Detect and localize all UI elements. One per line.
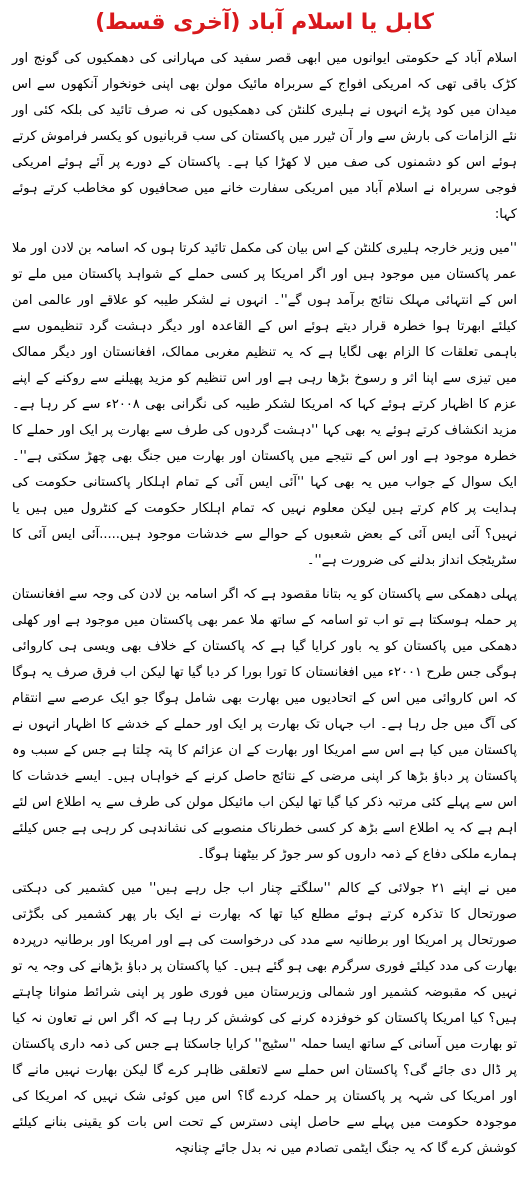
paragraph-intro: اسلام آباد کے حکومتی ایوانوں میں ابھی قصر سفید کی مہارانی کی دھمکیوں کی گونج اور کڑک باقی تھی کہ امریکی افواج کے سربراہ مائیک مولن بھی اپنی خونخوار آنکھوں سے اس میدان میں کود پڑے انہوں نے ہلیری کلنٹن کی دھمکیوں کی نہ صرف تائید کی بلکہ کئی اور نئے الزامات کی بارش سے وار آن ٹیرر میں پاکستان کی سب قربانیوں کو یکسر فراموش کرتے ہوئے اس کو دشمنوں کی صف میں لا کھڑا کیا ہے۔ پاکستان کے دورے پر آئے ہوئے امریکی فوجی سربراہ نے اسلام آباد میں امریکی سفارت خانے میں صحافیوں کو مخاطب کرتے ہوئے کہا:	[12, 51, 517, 222]
article-body	[12, 46, 517, 1162]
article-title: کابل یا اسلام آباد (آخری قسط)	[95, 10, 434, 35]
paragraph-analysis: پہلی دھمکی سے پاکستان کو یہ بتانا مقصود ہے کہ اگر اسامہ بن لادن کی وجہ سے افغانستان پر حملہ ہوسکتا ہے تو اب تو اسامہ کے ساتھ ملا عمر بھی پاکستان میں موجود ہے اور کھلی دھمکی میں پاکستان کو یہ باور کرایا گیا ہے کہ پاکستان کے خلاف بھی ویسی ہی کاروائی ہوگی جس طرح ۲۰۰۱ء میں افغانستان کا تورا بورا کر دیا گیا تھا لیکن اب فرق صرف یہ ہوگا کہ اس کاروائی میں اس کے اتحادیوں میں بھارت بھی شامل ہوگا جو ایک عرصے سے انتقام کی آگ میں جل رہا ہے۔ اب جہاں تک بھارت پر ایک اور حملے کے خدشے کا اظہار انہوں نے پاکستان میں کیا ہے اس سے امریکا اور بھارت کے ان عزائم کا پتہ چلتا ہے جس کے سبب وہ پاکستان پر دباؤ بڑھا کر اپنی مرضی کے نتائج حاصل کرنے کے خواہاں ہیں۔ ایسے خدشات کا اس سے پہلے کئی مرتبہ ذکر کیا گیا تھا لیکن اب مائیکل مولن کی طرف سے یہ اطلاع اس لئے اہم ہے کہ یہ اطلاع اسے بڑھ کر کسی خطرناک منصوبے کی نشاندہی کر رہی ہے جس کیلئے ہمارے ملکی دفاع کے ذمہ داروں کو سر جوڑ کر بیٹھنا ہوگا۔	[12, 587, 517, 862]
paragraph-quote: ''میں وزیر خارجہ ہلیری کلنٹن کے اس بیان کی مکمل تائید کرتا ہوں کہ اسامہ بن لادن اور ملا عمر پاکستان میں موجود ہیں اور اگر امریکا پر کسی حملے کے شواہد پاکستان میں ملے تو اس کے انتہائی مہلک نتائج برآمد ہوں گے''۔ انہوں نے لشکر طیبہ کو علاقے اور عالمی امن کیلئے ابھرتا ہوا خطرہ قرار دیتے ہوئے اس کے القاعدہ اور دیگر دہشت گرد تنظیموں سے باہمی تعلقات کا الزام بھی لگایا ہے کہ یہ تنظیم مغربی ممالک، افغانستان اور دیگر ممالک میں تیزی سے اپنا اثر و رسوخ بڑھا رہی ہے اور اس تنظیم کو مزید پھیلنے سے روکنے کے اپنے عزم کا اظہار کرتے ہوئے کہا کہ امریکا لشکر طیبہ کی نگرانی بھی ۲۰۰۸ء سے کر رہا ہے۔ مزید انکشاف کرتے ہوئے یہ بھی کہا ''دہشت گردوں کی طرف سے بھارت پر ایک اور حملے کا خطرہ موجود ہے اور اس کے نتیجے میں پاکستان اور بھارت میں جنگ بھی چھڑ سکتی ہے''۔ ایک سوال کے جواب میں یہ بھی کہا ''آئی ایس آئی کے تمام اہلکار پاکستانی حکومت کی ہدایت پر کام کرتے ہیں لیکن معلوم نہیں کہ تمام اہلکار حکومت کے کنٹرول میں ہیں یا نہیں؟ آئی ایس آئی کے بعض شعبوں کے حوالے سے خدشات موجود ہیں.....آئی ایس آئی کا سٹریٹجک انداز بدلنے کی ضرورت ہے''۔	[12, 241, 517, 568]
paragraph-column-reference: میں نے اپنے ۲۱ جولائی کے کالم ''سلگتے چنار اب جل رہے ہیں'' میں کشمیر کی دہکتی صورتحال کا تذکرہ کرتے ہوئے مطلع کیا تھا کہ بھارت نے ایک بار پھر کشمیر کی بگڑتی صورتحال پر امریکا اور برطانیہ سے مدد کی درخواست کی ہے اور امریکا اور برطانیہ درپردہ بھارت کی مدد کیلئے فوری سرگرم بھی ہو گئے ہیں۔ کیا پاکستان پر دباؤ بڑھانے کی وجہ یہ تو نہیں کہ مقبوضہ کشمیر اور شمالی وزیرستان میں فوری طور پر اپنی شرائط منوانا چاہتے ہیں؟ کیا امریکا پاکستان کو خوفزدہ کرنے کی کوشش کر رہا ہے کہ اگر اس نے تعاون نہ کیا تو بھارت میں آسانی کے ساتھ ایسا حملہ ''سٹیج'' کرایا جاسکتا ہے جس کی ذمہ داری پاکستان پر ڈال دی جائے گی؟ پاکستان اس حملے سے لاتعلقی ظاہر کرے گا لیکن بھارت نہیں مانے گا اور امریکا کی شہہ پر پاکستان پر حملہ کردے گا؟ اس میں کوئی شک نہیں کہ امریکا کی موجودہ حکومت میں پہلے سے حاصل اپنی دسترس کے تحت اس بات کو یقینی بنانے کیلئے کوشش کرے گا کہ یہ جنگ ایٹمی تصادم میں نہ بدل جائے چنانچہ	[12, 881, 518, 1156]
